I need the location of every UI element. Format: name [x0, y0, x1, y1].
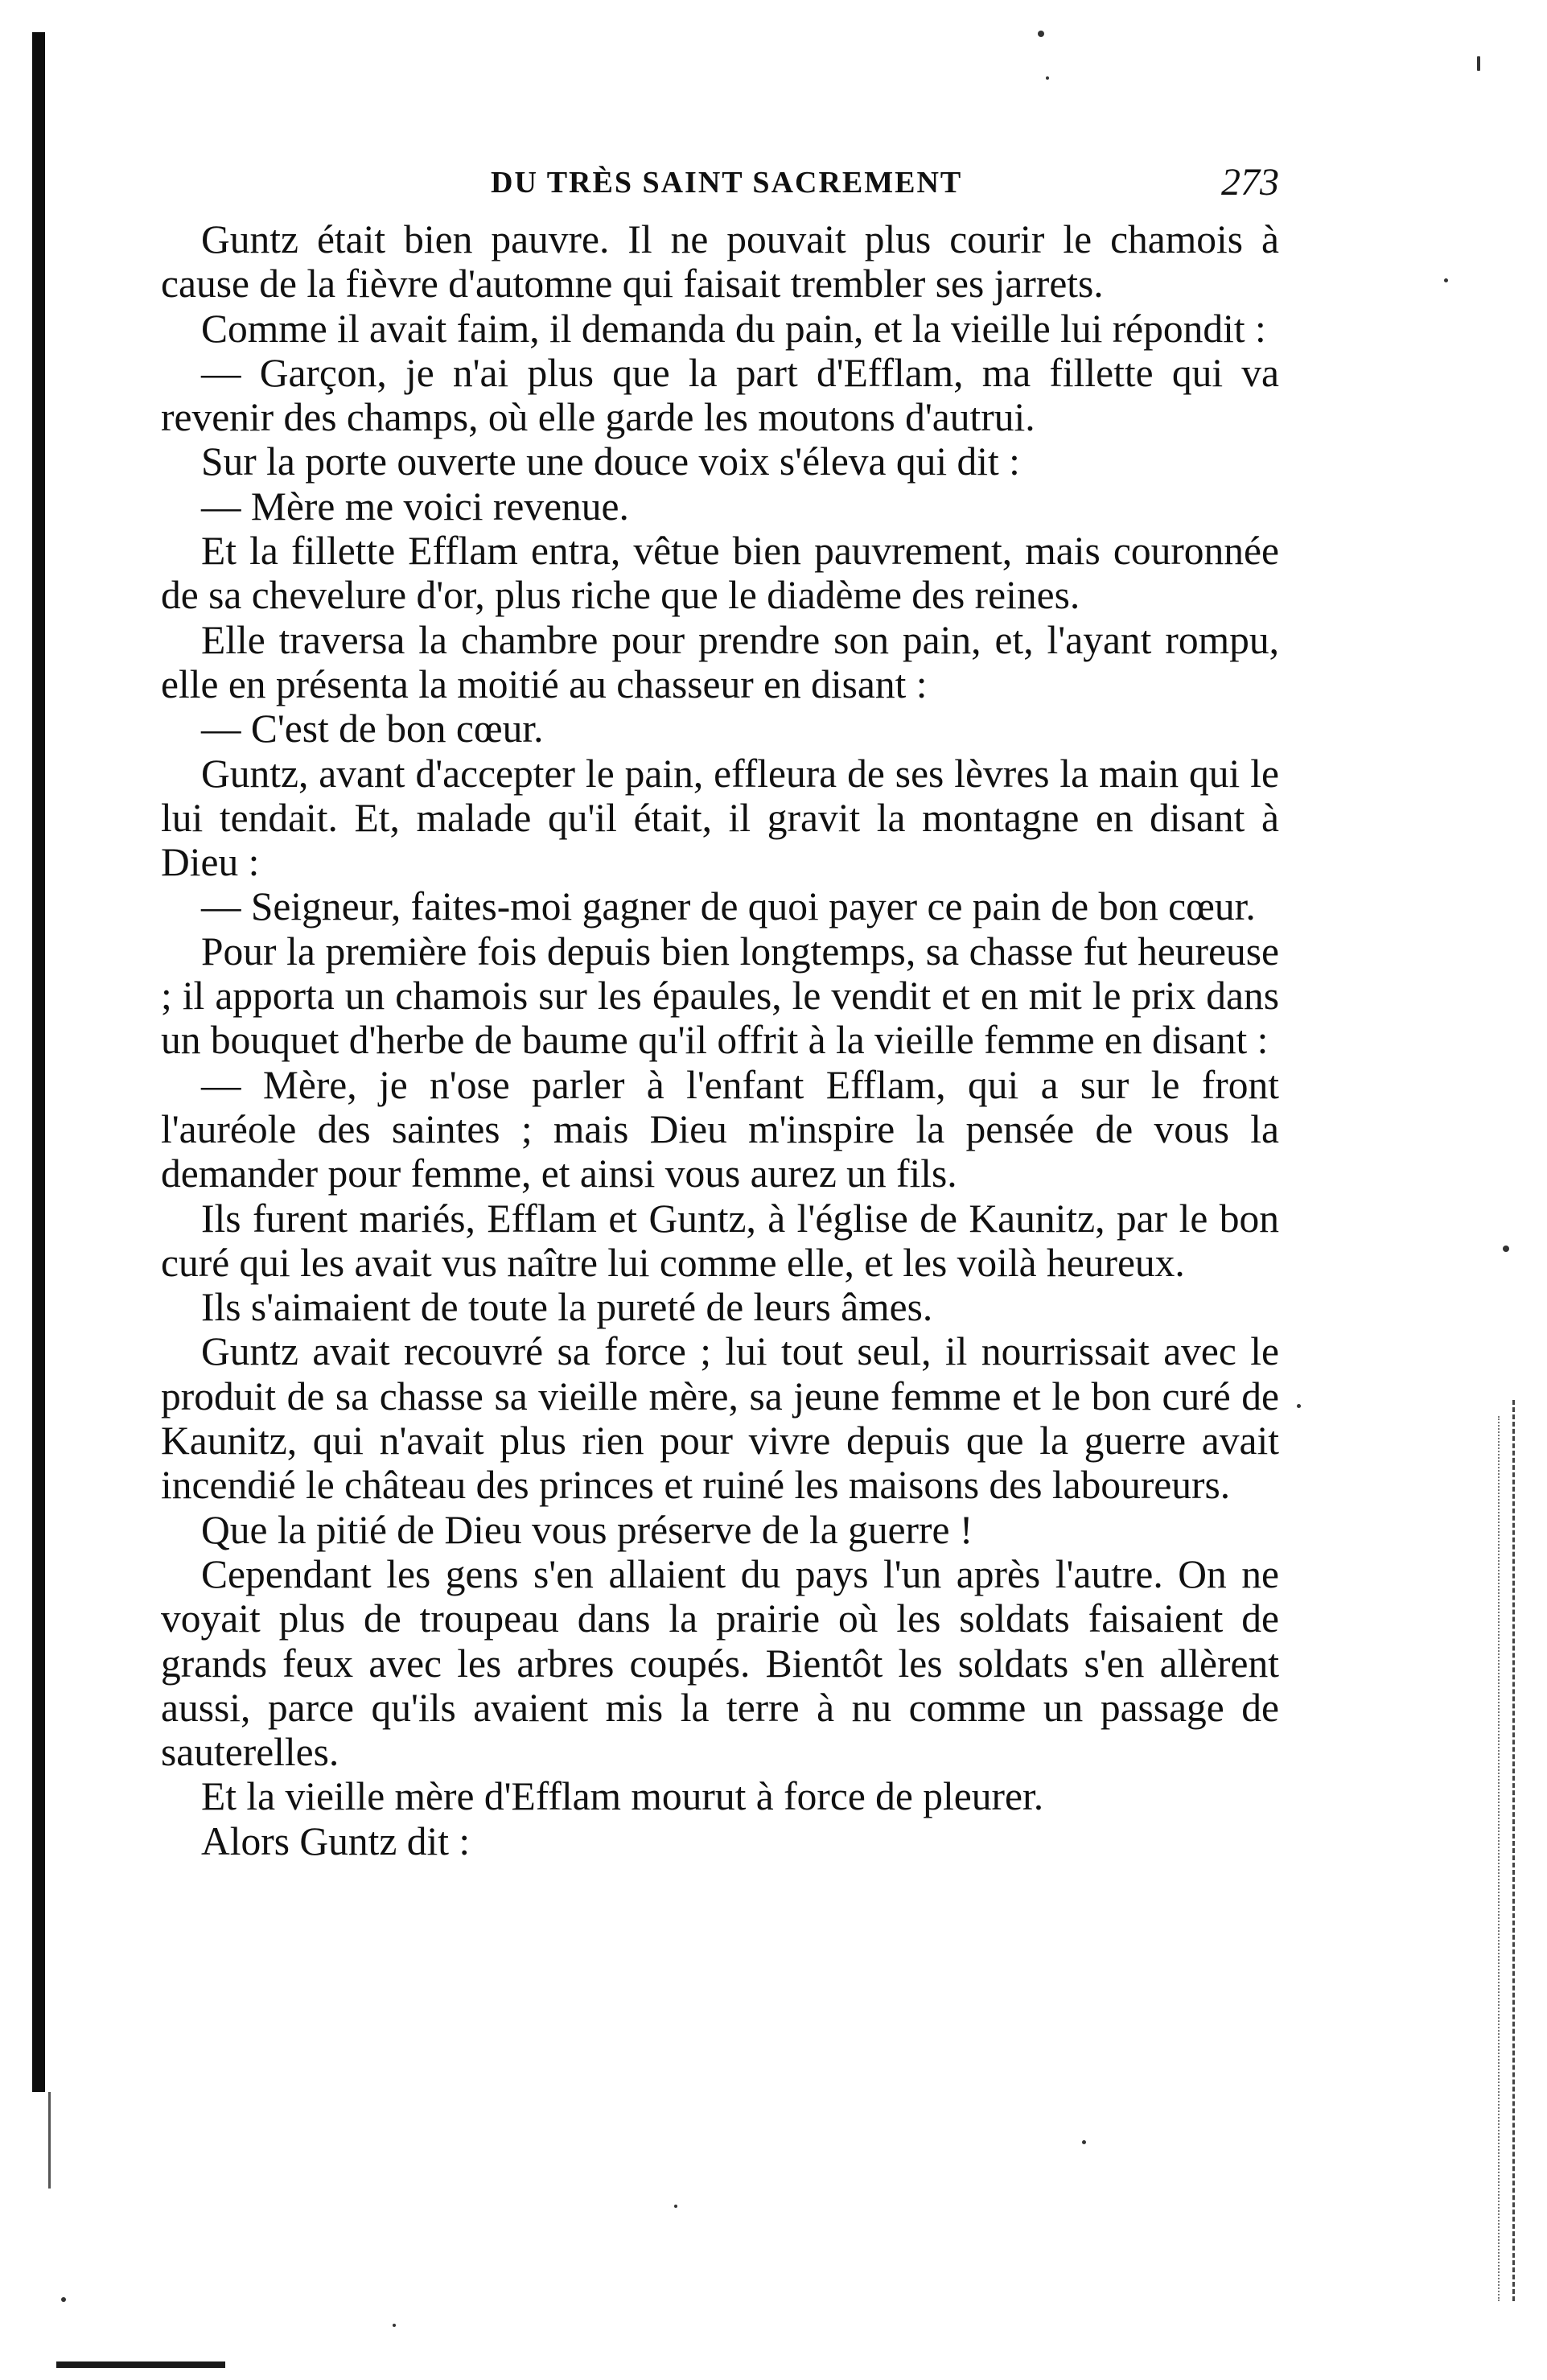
right-edge-mark-dotted [1498, 1416, 1501, 2301]
dialogue-line: — Seigneur, faites-moi gagner de quoi payer ce pain de bon cœur. [201, 884, 1256, 929]
paragraph: Ils furent mariés, Efflam et Guntz, à l'église de Kaunitz, par le bon curé qui les avait vus naître lui comme elle, et les voilà heureux. [161, 1196, 1279, 1285]
paragraph: Guntz était bien pauvre. Il ne pouvait plus courir le chamois à cause de la fièvre d'automne qui faisait trembler ses jarrets. [161, 217, 1279, 307]
paragraph: Et la fillette Efflam entra, vêtue bien pauvrement, mais couronnée de sa chevelure d'or, plus riche que le diadème des reines. [161, 529, 1279, 618]
page-header [161, 161, 1279, 213]
paragraph: Que la pitié de Dieu vous préserve de la guerre ! [201, 1507, 973, 1552]
paragraph: Guntz, avant d'accepter le pain, effleura de ses lèvres la main qui le lui tendait. Et, malade qu'il était, il gravit la montagne en disant à Dieu : [161, 751, 1279, 885]
dialogue-line: — Mère me voici revenue. [201, 484, 629, 529]
scan-speck [1503, 1246, 1509, 1252]
dialogue-line: — Mère, je n'ose parler à l'enfant Efflam, qui a sur le front l'auréole des saintes ; mais Dieu m'inspire la pensée de vous la demander pour femme, et ainsi vous aurez un fils. [161, 1062, 1279, 1196]
paragraph: Et la vieille mère d'Efflam mourut à force de pleurer. [201, 1774, 1044, 1819]
running-title: DU TRÈS SAINT SACREMENT [491, 166, 963, 200]
scan-speck [1082, 2140, 1086, 2144]
scan-speck [1297, 1404, 1301, 1408]
paragraph: Ils s'aimaient de toute la pureté de leurs âmes. [201, 1285, 933, 1330]
scan-speck [1038, 31, 1044, 37]
paragraph: Guntz avait recouvré sa force ; lui tout seul, il nourrissait avec le produit de sa chasse sa vieille mère, sa jeune femme et le bon curé de Kaunitz, qui n'avait plus rien pour vivre depuis que la guerre avait incendié le château des princes et ruiné les maisons des laboureurs. [161, 1329, 1279, 1508]
scan-speck [1477, 56, 1480, 71]
paragraph: Alors Guntz dit : [201, 1818, 471, 1863]
scan-speck [1046, 76, 1049, 80]
binding-shadow-thin [48, 2092, 51, 2189]
body-text [161, 217, 1279, 1863]
scan-speck [61, 2297, 66, 2302]
paragraph: Cependant les gens s'en allaient du pays l'un après l'autre. On ne voyait plus de troupeau dans la prairie où les soldats faisaient de grands feux avec les arbres coupés. Bientôt les soldats s'en allèrent aussi, parce qu'ils avaient mis la terre à nu comme un passage de sauterelles. [161, 1551, 1279, 1775]
dialogue-line: — Garçon, je n'ai plus que la part d'Efflam, ma fillette qui va revenir des champs, où elle garde les moutons d'autrui. [161, 350, 1279, 440]
paragraph: Elle traversa la chambre pour prendre son pain, et, l'ayant rompu, elle en présenta la moitié au chasseur en disant : [161, 617, 1279, 706]
bottom-scan-mark [56, 2361, 225, 2368]
scan-speck [1444, 278, 1448, 282]
right-edge-mark [1512, 1400, 1517, 2301]
paragraph: Pour la première fois depuis bien longtemps, sa chasse fut heureuse ; il apporta un chamois sur les épaules, le vendit et en mit le prix dans un bouquet d'herbe de baume qu'il offrit à la vieille femme en disant : [161, 929, 1279, 1063]
binding-shadow [32, 32, 45, 2092]
dialogue-line: — C'est de bon cœur. [201, 706, 544, 751]
paragraph: Comme il avait faim, il demanda du pain, et la vieille lui répondit : [201, 306, 1266, 351]
scan-speck [393, 2324, 396, 2327]
page-number: 273 [1221, 161, 1279, 204]
paragraph: Sur la porte ouverte une douce voix s'éleva qui dit : [201, 439, 1020, 484]
scan-speck [674, 2205, 677, 2208]
